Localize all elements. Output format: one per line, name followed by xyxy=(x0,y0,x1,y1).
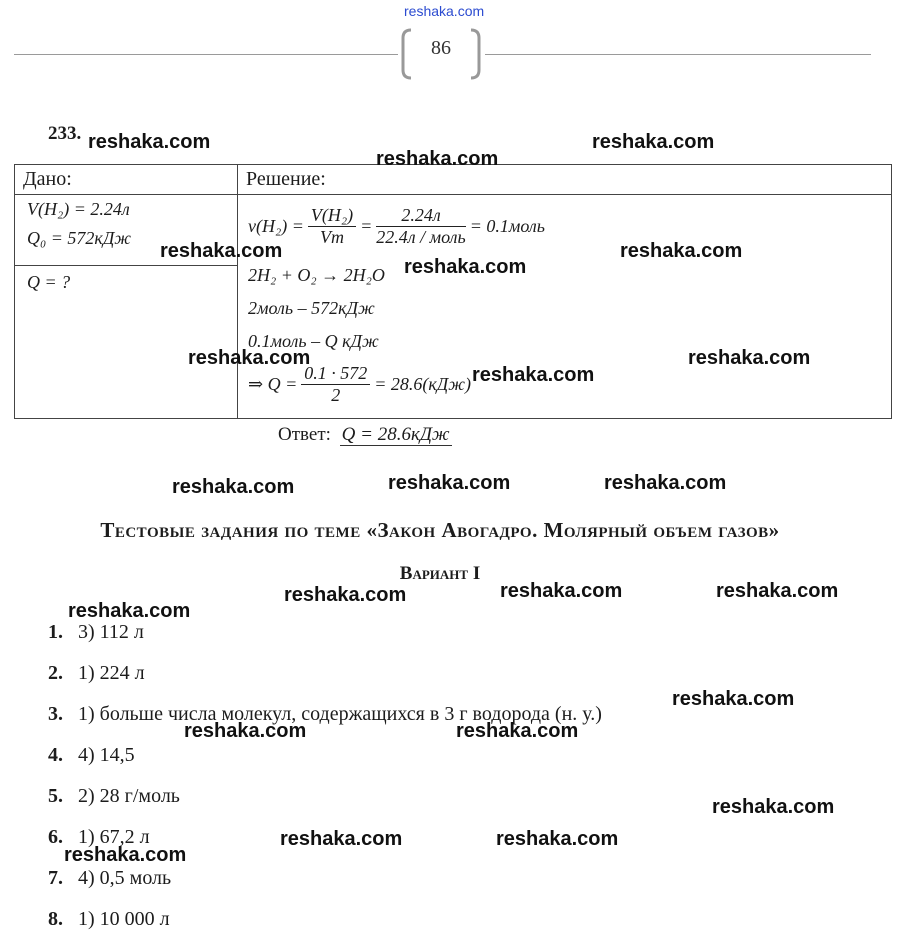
watermark: reshaka.com xyxy=(172,476,295,498)
item-number: 7. xyxy=(48,867,63,889)
watermark: reshaka.com xyxy=(64,844,187,866)
item-text: 1) больше числа молекул, содержащихся в 3 г водорода (н. у.) xyxy=(78,703,602,725)
proportion-line-2: 0.1моль – Q кДж xyxy=(248,331,379,351)
variant-title: Вариант I xyxy=(399,563,481,584)
problem-number: 233. xyxy=(48,123,82,144)
item-text: 2) 28 г/моль xyxy=(78,785,180,807)
page-number: 86 xyxy=(431,37,451,59)
watermark: reshaka.com xyxy=(184,720,307,742)
final-result: = 28.6(кДж) xyxy=(374,373,471,394)
watermark: reshaka.com xyxy=(620,240,743,262)
fraction-3-numerator: 0.1 · 572 xyxy=(301,363,370,385)
watermark: reshaka.com xyxy=(592,131,715,153)
item-text: 1) 10 000 л xyxy=(78,908,170,930)
given-volume: V(H₂) = 2.24л xyxy=(27,199,130,219)
header-rule-left xyxy=(14,54,398,55)
moles-formula-left: ν(H₂) = xyxy=(248,215,304,236)
watermark: reshaka.com xyxy=(160,240,283,262)
watermark: reshaka.com xyxy=(68,600,191,622)
item-number: 1. xyxy=(48,621,63,643)
reaction-equation: 2H₂ + O₂ → 2H₂O xyxy=(248,265,385,285)
list-item xyxy=(48,867,171,890)
watermark: reshaka.com xyxy=(376,148,499,170)
item-text: 1) 224 л xyxy=(78,662,145,684)
fraction-v-over-vm xyxy=(308,205,356,248)
proportion-line-1: 2моль – 572кДж xyxy=(248,298,375,318)
solution-table xyxy=(14,164,892,419)
item-text: 3) 112 л xyxy=(78,621,144,643)
item-text: 4) 14,5 xyxy=(78,744,135,766)
moles-formula xyxy=(248,201,891,251)
list-item xyxy=(48,744,135,767)
find-value: Q = ? xyxy=(27,272,71,292)
fraction-1-denominator: Vm xyxy=(320,226,345,247)
site-header-link[interactable]: reshaka.com xyxy=(404,3,485,19)
header-rule-right xyxy=(485,54,871,55)
watermark: reshaka.com xyxy=(404,256,527,278)
moles-result: = 0.1моль xyxy=(469,215,545,236)
item-number: 4. xyxy=(48,744,63,766)
item-number: 2. xyxy=(48,662,63,684)
section-title: Тестовые задания по теме «Закон Авогадро. Молярный объем газов» xyxy=(100,518,780,542)
fraction-values xyxy=(376,205,465,248)
answer-line xyxy=(278,424,452,446)
fraction-2-numerator: 2.24л xyxy=(376,205,465,227)
item-number: 6. xyxy=(48,826,63,848)
final-formula-left: ⇒ Q = xyxy=(248,373,298,394)
item-number: 3. xyxy=(48,703,63,725)
fraction-2-denominator: 22.4л / моль xyxy=(376,226,466,247)
watermark: reshaka.com xyxy=(496,828,619,850)
fraction-final xyxy=(301,363,370,406)
watermark: reshaka.com xyxy=(500,580,623,602)
answer-label: Ответ: xyxy=(278,424,331,445)
given-header: Дано: xyxy=(15,165,238,195)
watermark: reshaka.com xyxy=(388,472,511,494)
watermark: reshaka.com xyxy=(604,472,727,494)
item-number: 8. xyxy=(48,908,63,930)
watermark: reshaka.com xyxy=(88,131,211,153)
item-text: 4) 0,5 моль xyxy=(78,867,172,889)
list-item xyxy=(48,662,145,685)
item-text: 1) 67,2 л xyxy=(78,826,150,848)
item-number: 5. xyxy=(48,785,63,807)
watermark: reshaka.com xyxy=(188,347,311,369)
watermark: reshaka.com xyxy=(712,796,835,818)
watermark: reshaka.com xyxy=(672,688,795,710)
answer-value: Q = 28.6кДж xyxy=(341,424,450,445)
watermark: reshaka.com xyxy=(280,828,403,850)
given-heat: Q₀ = 572кДж xyxy=(27,228,132,248)
watermark: reshaka.com xyxy=(284,584,407,606)
equals-sign: = xyxy=(360,215,373,236)
watermark: reshaka.com xyxy=(688,347,811,369)
list-item xyxy=(48,785,180,808)
fraction-3-denominator: 2 xyxy=(331,384,341,405)
solution-header: Решение: xyxy=(238,165,892,195)
find-cell xyxy=(15,266,238,419)
watermark: reshaka.com xyxy=(472,364,595,386)
fraction-1-numerator: V(H₂) xyxy=(308,205,356,227)
watermark: reshaka.com xyxy=(456,720,579,742)
list-item xyxy=(48,908,170,931)
list-item xyxy=(48,621,144,644)
watermark: reshaka.com xyxy=(716,580,839,602)
